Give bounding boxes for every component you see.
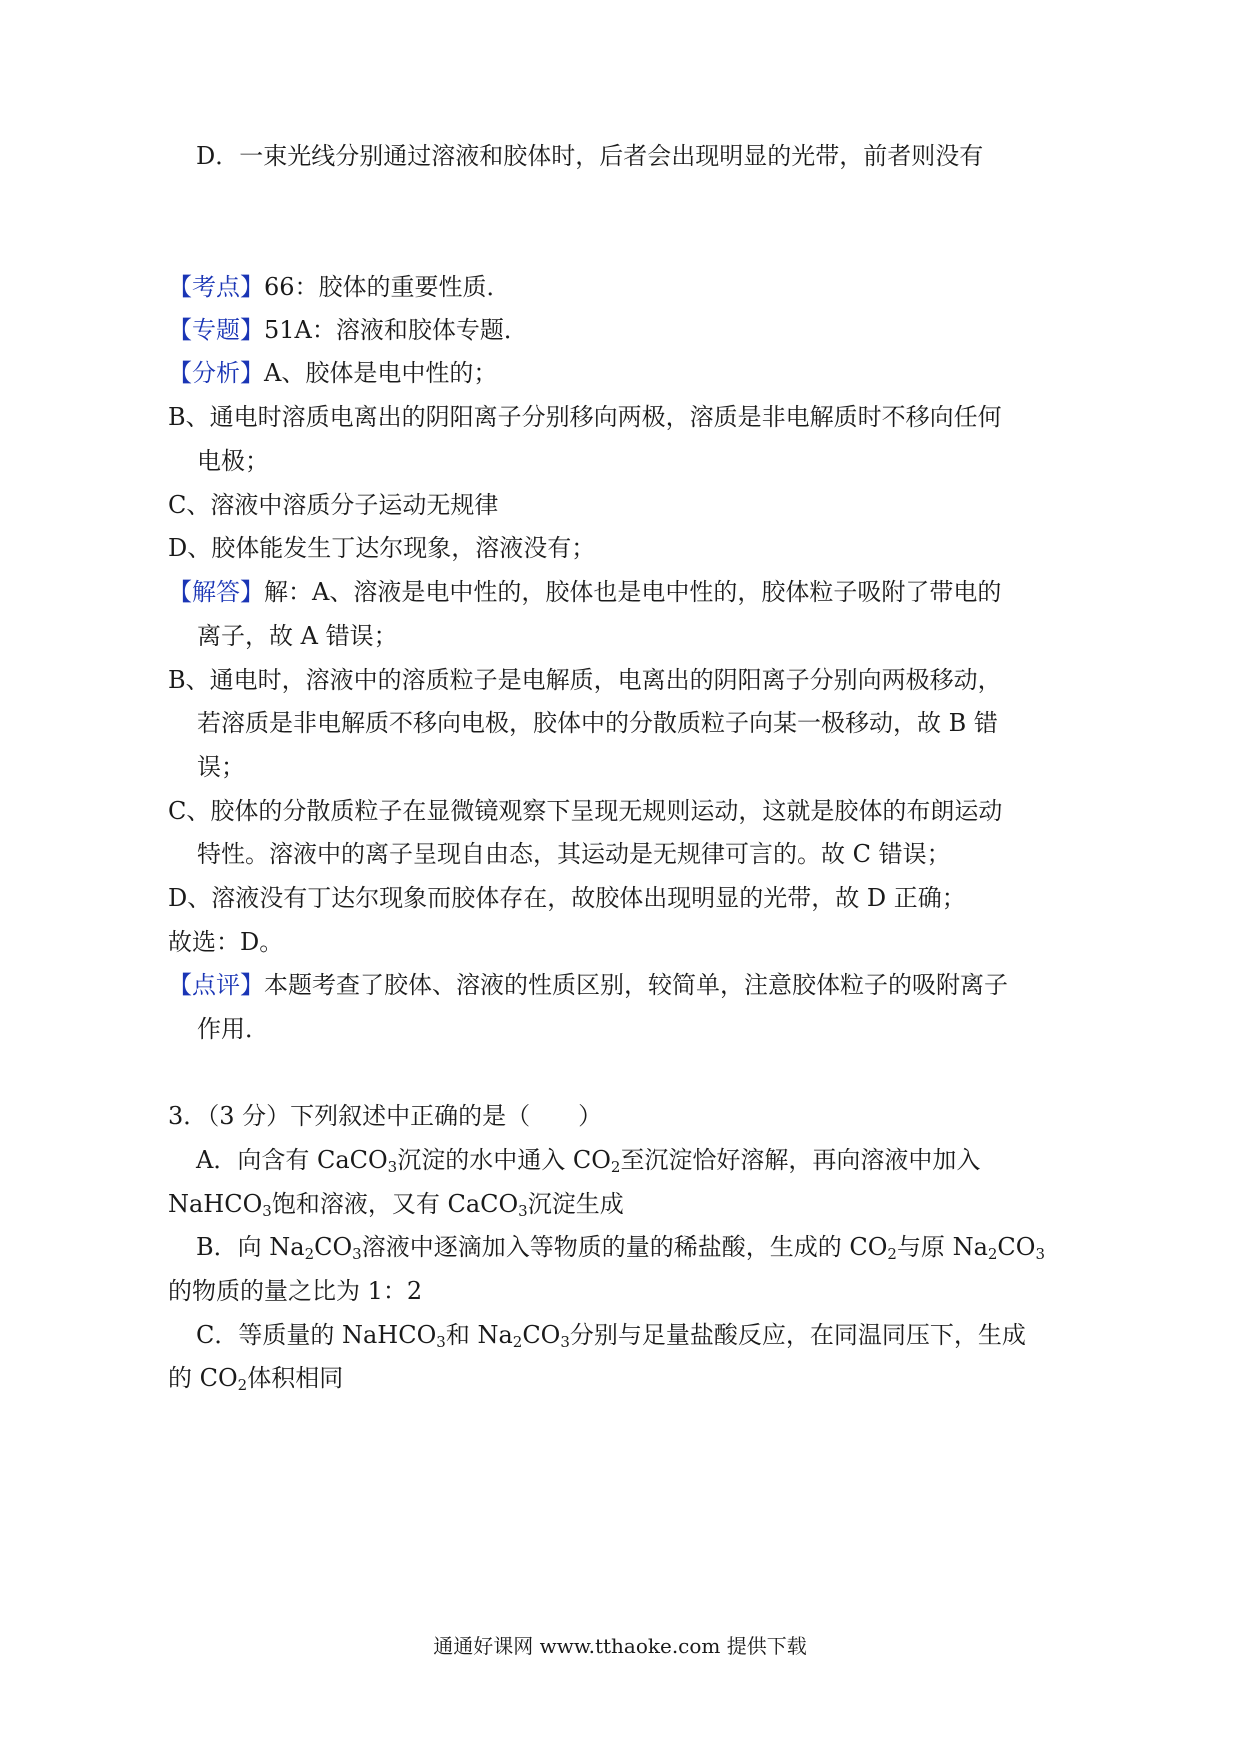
q3-option-a-line1 — [196, 1145, 980, 1175]
fenxi-d: D、胶体能发生丁达尔现象，溶液没有； — [168, 534, 596, 562]
text: 分别与足量盐酸反应，在同温同压下，生成 — [569, 1321, 1026, 1349]
jieda-a2: 离子，故 A 错误； — [197, 622, 398, 650]
fenxi-line — [168, 358, 497, 388]
dianping-line1: 本题考查了胶体、溶液的性质区别，较简单，注意胶体粒子的吸附离子 — [264, 971, 1008, 999]
subscript: 2 — [987, 1245, 998, 1263]
q3-stem: 3．（3 分）下列叙述中正确的是（ ） — [168, 1102, 603, 1130]
text: CO — [997, 1233, 1036, 1261]
subscript: 2 — [512, 1333, 523, 1351]
q3-option-b-line1 — [196, 1232, 1045, 1262]
text: 沉淀生成 — [527, 1190, 624, 1218]
text: C．等质量的 NaHCO — [196, 1321, 437, 1349]
kaodian-tag: 【考点】 — [168, 273, 264, 301]
dianping-line — [168, 970, 1008, 1000]
jieda-line — [168, 577, 1001, 607]
jieda-b2: 若溶质是非电解质不移向电极，胶体中的分散质粒子向某一极移动，故 B 错 — [197, 709, 998, 737]
text: NaHCO — [168, 1190, 263, 1218]
subscript: 3 — [262, 1202, 272, 1220]
subscript: 3 — [560, 1333, 570, 1351]
text: 至沉淀恰好溶解，再向溶液中加入 — [620, 1146, 981, 1174]
q3-option-a-line2 — [168, 1189, 624, 1219]
kaodian-text: 66：胶体的重要性质． — [264, 273, 511, 301]
fenxi-b2: 电极； — [197, 447, 269, 475]
subscript: 2 — [237, 1376, 248, 1394]
zhuanti-text: 51A：溶液和胶体专题． — [264, 316, 528, 344]
q3-option-b-line2: 的物质的量之比为 1：2 — [168, 1277, 423, 1305]
q2-option-d: D．一束光线分别通过溶液和胶体时，后者会出现明显的光带，前者则没有 — [196, 142, 984, 170]
subscript: 2 — [887, 1245, 897, 1263]
jieda-c1: C、胶体的分散质粒子在显微镜观察下呈现无规则运动，这就是胶体的布朗运动 — [168, 797, 1003, 825]
subscript: 3 — [352, 1245, 362, 1263]
text: CO — [522, 1321, 561, 1349]
kaodian-line — [168, 272, 511, 302]
text: 饱和溶液，又有 CaCO — [271, 1190, 519, 1218]
q3-option-c-line2 — [168, 1363, 343, 1393]
subscript: 3 — [1035, 1245, 1046, 1263]
text: 沉淀的水中通入 CO — [397, 1146, 611, 1174]
fenxi-tag: 【分析】 — [168, 359, 264, 387]
fenxi-b1: B、通电时溶质电离出的阴阳离子分别移向两极，溶质是非电解质时不移向任何 — [168, 403, 1002, 431]
text: 的 CO — [168, 1364, 238, 1392]
text: A．向含有 CaCO — [196, 1146, 388, 1174]
fenxi-c: C、溶液中溶质分子运动无规律 — [168, 491, 499, 519]
text: 和 Na — [445, 1321, 513, 1349]
zhuanti-tag: 【专题】 — [168, 316, 264, 344]
subscript: 2 — [610, 1158, 621, 1176]
jieda-c2: 特性。溶液中的离子呈现自由态，其运动是无规律可言的。故 C 错误； — [197, 840, 951, 868]
text: B．向 Na — [196, 1233, 305, 1261]
subscript: 2 — [304, 1245, 315, 1263]
text: 与原 Na — [896, 1233, 988, 1261]
jieda-conclusion: 故选：D。 — [168, 928, 284, 956]
jieda-a1: 解：A、溶液是电中性的，胶体也是电中性的，胶体粒子吸附了带电的 — [264, 578, 1002, 606]
footer-text: 通通好课网 www.tthaoke.com 提供下载 — [433, 1634, 807, 1658]
jieda-d: D、溶液没有丁达尔现象而胶体存在，故胶体出现明显的光带，故 D 正确； — [168, 884, 966, 912]
dianping-line2: 作用． — [197, 1015, 269, 1043]
subscript: 3 — [387, 1158, 398, 1176]
dianping-tag: 【点评】 — [168, 971, 264, 999]
jieda-b1: B、通电时，溶液中的溶质粒子是电解质，电离出的阴阳离子分别向两极移动， — [168, 666, 1002, 694]
q3-option-c-line1 — [196, 1320, 1026, 1350]
text: 体积相同 — [247, 1364, 344, 1392]
fenxi-a: A、胶体是电中性的； — [264, 359, 498, 387]
text: CO — [314, 1233, 353, 1261]
jieda-b3: 误； — [197, 753, 245, 781]
subscript: 3 — [436, 1333, 446, 1351]
jieda-tag: 【解答】 — [168, 578, 264, 606]
zhuanti-line — [168, 315, 528, 345]
subscript: 3 — [518, 1202, 528, 1220]
text: 溶液中逐滴加入等物质的量的稀盐酸，生成的 CO — [361, 1233, 888, 1261]
